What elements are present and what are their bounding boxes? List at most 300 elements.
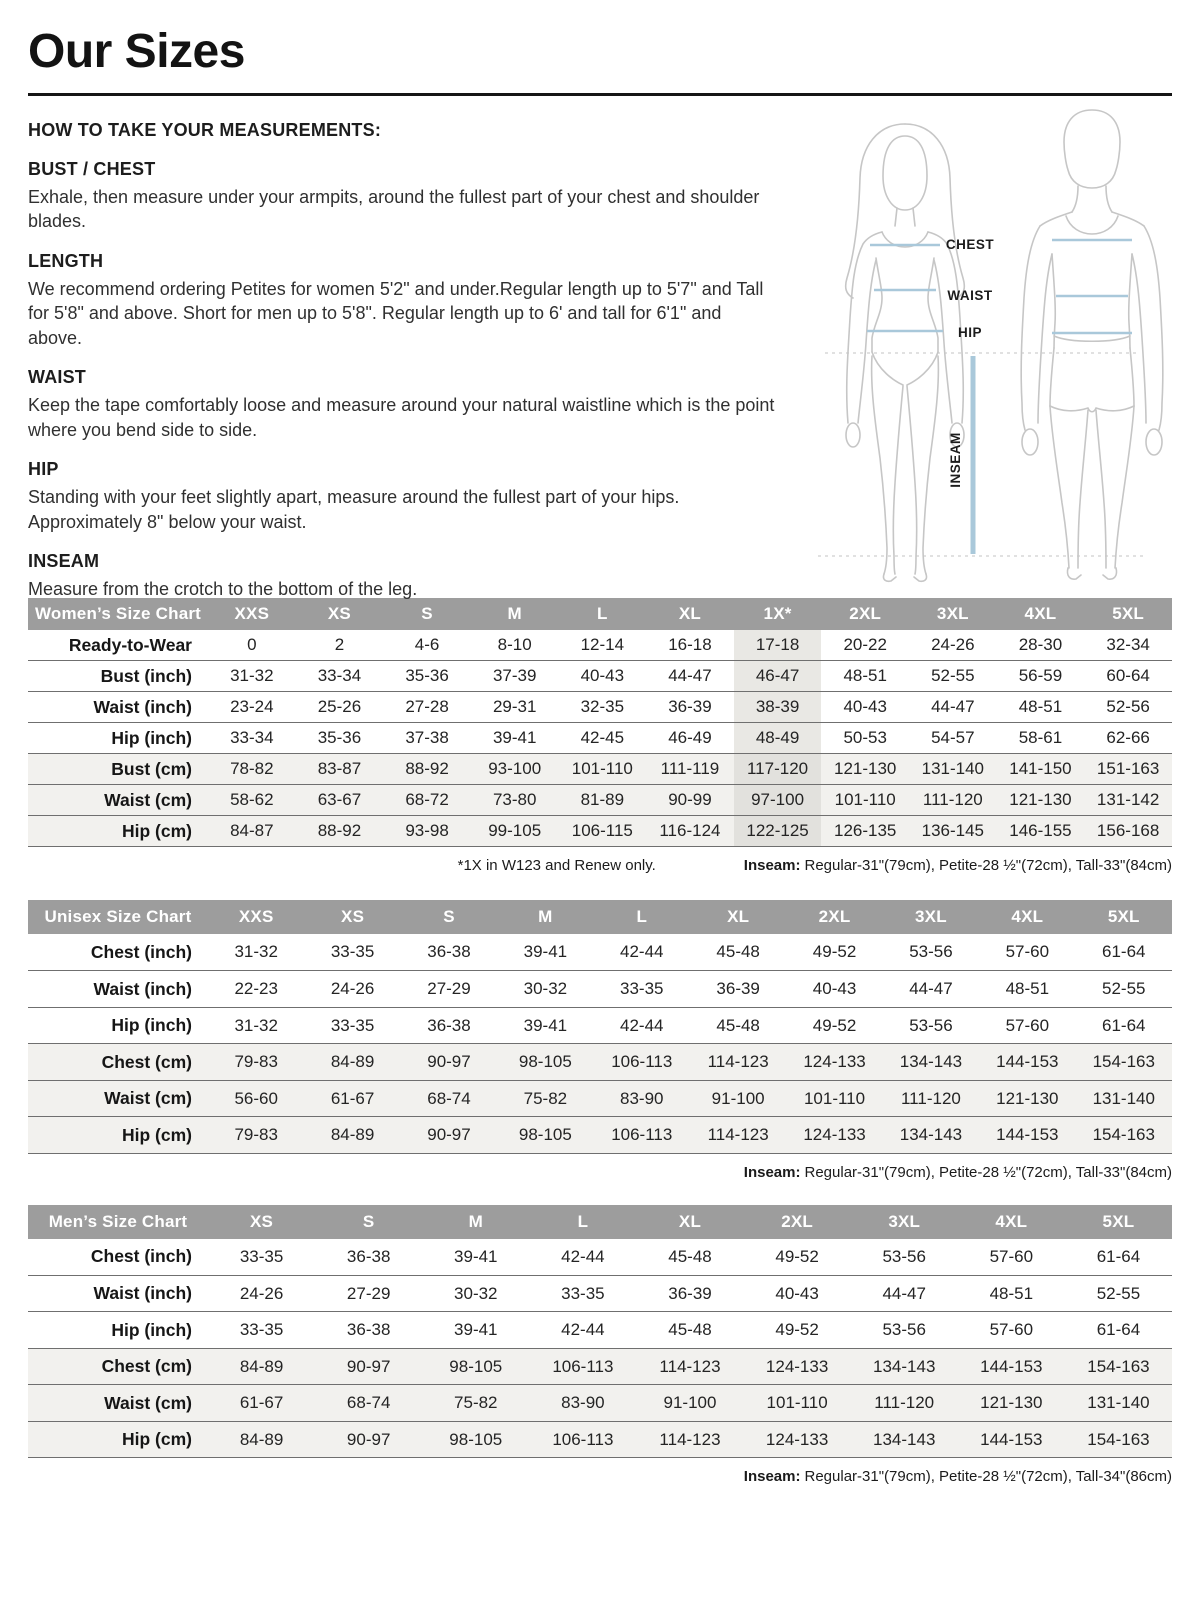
column-header: 4XL (958, 1205, 1065, 1239)
size-cell: 61-64 (1102, 1015, 1146, 1035)
size-cell: 68-74 (346, 1393, 391, 1413)
title-divider (28, 93, 1172, 96)
size-cell: 83-90 (561, 1393, 605, 1413)
column-header: M (497, 900, 593, 934)
size-cell: 91-100 (711, 1088, 765, 1108)
size-cell: 30-32 (454, 1283, 498, 1303)
size-cell: 33-34 (230, 728, 274, 748)
size-cell: 81-89 (580, 790, 625, 810)
size-cell: 38-39 (734, 692, 822, 723)
size-cell: 53-56 (882, 1246, 926, 1266)
section-body: Keep the tape comfortably loose and measure around your natural waistline which is the point where you bend side to side. (28, 395, 775, 440)
size-cell: 53-56 (909, 1015, 953, 1035)
size-cell: 32-35 (580, 697, 625, 717)
measurement-lines (867, 240, 1132, 554)
size-cell: 36-38 (427, 1015, 471, 1035)
size-cell: 39-41 (523, 942, 568, 962)
size-cell: 78-82 (230, 759, 274, 779)
size-cell: 24-26 (239, 1283, 284, 1303)
size-cell: 117-120 (734, 754, 822, 785)
section-waist (28, 367, 776, 442)
size-cell: 121-130 (1009, 790, 1072, 810)
table-row (28, 816, 1172, 847)
row-label: Waist (inch) (93, 696, 192, 717)
table-title-cell: Unisex Size Chart (28, 900, 208, 934)
size-cell: 144-153 (980, 1356, 1043, 1376)
size-cell: 27-29 (427, 979, 471, 999)
column-header: XS (296, 598, 384, 630)
size-cell: 84-89 (330, 1125, 375, 1145)
section-body: We recommend ordering Petites for women 5'2" and under.Regular length up to 5'7" and Tall for 5'8" and above. Short for men up to 5'8". Regular length up to 6' and tall for 6'1" and above. (28, 278, 764, 348)
size-cell: 83-87 (317, 759, 362, 779)
column-header: XXS (208, 598, 296, 630)
column-header: XL (636, 1205, 743, 1239)
size-cell: 136-145 (921, 821, 984, 841)
size-cell: 58-62 (230, 790, 274, 810)
size-cell: 31-32 (234, 1015, 278, 1035)
size-chart-table-men (28, 1205, 1172, 1459)
inseam-footnote-label: Inseam: (743, 1163, 801, 1181)
size-cell: 97-100 (734, 785, 822, 816)
size-cell: 35-36 (405, 666, 449, 686)
how-to-heading: HOW TO TAKE YOUR MEASUREMENTS: (28, 119, 382, 140)
row-label: Hip (inch) (111, 1319, 192, 1340)
section-heading: INSEAM (28, 551, 100, 572)
table-row (28, 934, 1172, 971)
section-body: Measure from the crotch to the bottom of the leg. (28, 579, 418, 600)
column-header: 2XL (744, 1205, 851, 1239)
size-cell: 39-41 (523, 1015, 568, 1035)
figure-label-chest: CHEST (945, 236, 995, 252)
size-cell: 57-60 (989, 1320, 1034, 1340)
size-cell: 36-38 (427, 942, 471, 962)
size-cell: 39-41 (492, 728, 537, 748)
size-cell: 42-44 (620, 1015, 664, 1035)
column-header: 5XL (1076, 900, 1172, 934)
size-cell: 111-120 (874, 1393, 935, 1413)
table-row (28, 1080, 1172, 1117)
size-cell: 134-143 (873, 1356, 936, 1376)
size-cell: 114-123 (659, 1429, 721, 1449)
size-cell: 46-47 (734, 661, 822, 692)
row-label: Waist (cm) (104, 789, 192, 810)
size-cell: 40-43 (812, 979, 857, 999)
size-cell: 61-64 (1096, 1320, 1141, 1340)
size-cell: 44-47 (931, 697, 975, 717)
size-cell: 106-113 (611, 1052, 673, 1072)
size-cell: 57-60 (1005, 942, 1050, 962)
size-cell: 25-26 (317, 697, 362, 717)
size-cell: 154-163 (1092, 1125, 1155, 1145)
size-cell: 111-119 (660, 759, 720, 779)
size-cell: 4-6 (414, 635, 440, 655)
size-cell: 48-51 (1005, 979, 1050, 999)
size-cell: 88-92 (405, 759, 449, 779)
unisex-size-chart (28, 900, 1172, 1154)
size-cell: 98-105 (449, 1356, 503, 1376)
size-cell: 42-44 (561, 1246, 605, 1266)
inseam-footnote-label: Inseam: (743, 1468, 801, 1486)
inseam-footnote-text: Regular-31"(79cm), Petite-28 ½"(72cm), Tall-34"(86cm) (804, 1468, 1172, 1486)
row-label: Chest (cm) (101, 1356, 192, 1377)
size-cell: 45-48 (716, 1015, 760, 1035)
size-cell: 122-125 (734, 816, 822, 847)
row-label: Hip (cm) (122, 820, 192, 841)
size-cell: 114-123 (659, 1356, 721, 1376)
size-cell: 101-110 (803, 1088, 866, 1108)
size-cell: 52-56 (1106, 697, 1150, 717)
row-label: Bust (cm) (111, 758, 192, 779)
column-header: 3XL (851, 1205, 958, 1239)
column-header: 3XL (909, 598, 997, 630)
row-label: Waist (cm) (104, 1088, 192, 1109)
size-cell: 24-26 (330, 979, 375, 999)
size-cell: 84-89 (330, 1052, 375, 1072)
size-cell: 154-163 (1092, 1052, 1155, 1072)
size-cell: 49-52 (775, 1246, 819, 1266)
size-cell: 93-98 (405, 821, 449, 841)
size-cell: 36-38 (346, 1246, 391, 1266)
size-cell: 116-124 (659, 821, 721, 841)
size-cell: 146-155 (1009, 821, 1072, 841)
size-cell: 53-56 (909, 942, 953, 962)
size-cell: 121-130 (833, 759, 897, 779)
inseam-footnote-text: Regular-31"(79cm), Petite-28 ½"(72cm), Tall-33"(84cm) (804, 857, 1172, 875)
size-cell: 36-39 (716, 979, 760, 999)
size-cell: 141-150 (1009, 759, 1072, 779)
size-cell: 106-113 (552, 1356, 614, 1376)
size-cell: 8-10 (497, 635, 532, 655)
section-heading: LENGTH (28, 250, 104, 271)
size-cell: 24-26 (931, 635, 975, 655)
section-heading: BUST / CHEST (28, 158, 156, 179)
size-cell: 106-115 (571, 821, 633, 841)
figure-label-inseam: INSEAM (948, 432, 963, 488)
size-cell: 36-38 (346, 1320, 391, 1340)
size-cell: 75-82 (523, 1088, 568, 1108)
table-row (28, 1239, 1172, 1276)
column-header: 5XL (1084, 598, 1172, 630)
size-cell: 36-39 (668, 697, 712, 717)
size-cell: 42-44 (561, 1320, 605, 1340)
size-cell: 37-39 (492, 666, 537, 686)
section-body: Standing with your feet slightly apart, measure around the fullest part of your hips. Approximately 8" below your waist. (28, 487, 680, 532)
size-cell: 124-133 (765, 1356, 829, 1376)
size-cell: 44-47 (909, 979, 953, 999)
figure-label-waist: WAIST (947, 287, 993, 303)
size-cell: 111-120 (900, 1088, 961, 1108)
size-cell: 114-123 (707, 1125, 769, 1145)
row-label: Waist (inch) (93, 978, 192, 999)
size-cell: 154-163 (1087, 1356, 1150, 1376)
row-label: Ready-to-Wear (68, 634, 192, 655)
inseam-footnote (744, 1164, 1172, 1181)
column-header: XL (690, 900, 786, 934)
size-cell: 31-32 (234, 942, 278, 962)
size-cell: 40-43 (843, 697, 887, 717)
size-cell: 39-41 (454, 1320, 498, 1340)
section-hip (28, 459, 776, 534)
size-cell: 90-97 (346, 1356, 391, 1376)
column-header: 4XL (997, 598, 1085, 630)
size-cell: 48-49 (734, 723, 822, 754)
column-header: XL (646, 598, 734, 630)
column-header: 2XL (821, 598, 909, 630)
table-header-row (28, 598, 1172, 630)
column-header: 2XL (786, 900, 882, 934)
row-label: Hip (inch) (111, 727, 192, 748)
size-cell: 40-43 (580, 666, 625, 686)
body-measurement-figure (770, 108, 1190, 586)
size-cell: 91-100 (663, 1393, 717, 1413)
row-label: Hip (inch) (111, 1015, 192, 1036)
size-cell: 30-32 (523, 979, 568, 999)
size-cell: 79-83 (234, 1125, 278, 1145)
row-label: Chest (inch) (90, 1246, 192, 1267)
inseam-footnote (744, 1468, 1172, 1485)
size-cell: 62-66 (1106, 728, 1150, 748)
size-cell: 0 (247, 635, 257, 655)
size-cell: 151-163 (1096, 759, 1160, 779)
size-cell: 93-100 (488, 759, 542, 779)
size-cell: 101-110 (766, 1393, 828, 1413)
column-header: L (594, 900, 690, 934)
size-cell: 44-47 (668, 666, 712, 686)
size-cell: 45-48 (668, 1246, 712, 1266)
column-header: M (471, 598, 559, 630)
size-cell: 111-120 (922, 790, 983, 810)
one-x-footnote: *1X in W123 and Renew only. (457, 857, 656, 875)
size-cell: 45-48 (668, 1320, 712, 1340)
size-cell: 73-80 (492, 790, 537, 810)
table-row (28, 1421, 1172, 1458)
size-cell: 48-51 (989, 1283, 1034, 1303)
size-cell: 53-56 (882, 1320, 926, 1340)
size-cell: 61-67 (239, 1393, 284, 1413)
womens-size-chart (28, 598, 1172, 848)
size-cell: 106-113 (611, 1125, 673, 1145)
section-bust-chest (28, 159, 776, 234)
size-cell: 27-28 (405, 697, 449, 717)
table-row (28, 1385, 1172, 1422)
size-cell: 61-64 (1102, 942, 1146, 962)
table-row (28, 1117, 1172, 1154)
size-cell: 126-135 (833, 821, 897, 841)
size-cell: 35-36 (317, 728, 362, 748)
section-heading: HIP (28, 459, 59, 480)
size-cell: 134-143 (873, 1429, 936, 1449)
size-cell: 90-97 (346, 1429, 391, 1449)
section-heading: WAIST (28, 367, 86, 388)
column-header: M (422, 1205, 529, 1239)
table-row (28, 1312, 1172, 1349)
table-row (28, 1348, 1172, 1385)
size-cell: 124-133 (803, 1125, 866, 1145)
table-row (28, 971, 1172, 1008)
size-cell: 52-55 (1096, 1283, 1141, 1303)
size-chart-table-unisex (28, 900, 1172, 1154)
section-body: Exhale, then measure under your armpits, around the fullest part of your chest and shoulder blades. (28, 186, 760, 232)
size-cell: 144-153 (996, 1052, 1059, 1072)
size-cell: 16-18 (668, 635, 712, 655)
size-cell: 98-105 (518, 1052, 572, 1072)
column-header: XXS (208, 900, 304, 934)
size-cell: 98-105 (449, 1429, 503, 1449)
size-cell: 131-142 (1096, 790, 1160, 810)
table-header-row (28, 900, 1172, 934)
size-cell: 42-44 (620, 942, 664, 962)
size-cell: 154-163 (1087, 1429, 1150, 1449)
size-cell: 90-97 (427, 1125, 471, 1145)
size-cell: 36-39 (668, 1283, 712, 1303)
row-label: Hip (cm) (122, 1124, 192, 1145)
table-row (28, 692, 1172, 723)
size-cell: 33-35 (561, 1283, 605, 1303)
size-cell: 134-143 (899, 1125, 963, 1145)
size-cell: 156-168 (1096, 821, 1160, 841)
size-cell: 131-140 (1087, 1393, 1150, 1413)
size-cell: 45-48 (716, 942, 760, 962)
column-header: L (529, 1205, 636, 1239)
womens-table-footnotes (28, 857, 1172, 874)
table-row (28, 723, 1172, 754)
table-row (28, 630, 1172, 661)
inseam-footnote-text: Regular-31"(79cm), Petite-28 ½"(72cm), Tall-33"(84cm) (804, 1163, 1172, 1181)
size-cell: 60-64 (1106, 666, 1150, 686)
size-cell: 44-47 (882, 1283, 926, 1303)
man-outline (1021, 110, 1163, 579)
size-cell: 61-67 (330, 1088, 375, 1108)
table-row (28, 754, 1172, 785)
size-cell: 49-52 (775, 1320, 819, 1340)
size-cell: 131-140 (1092, 1088, 1155, 1108)
row-label: Chest (inch) (90, 941, 192, 962)
size-cell: 144-153 (980, 1429, 1043, 1449)
measurement-instructions-area (28, 120, 1172, 598)
size-cell: 83-90 (620, 1088, 664, 1108)
unisex-table-footnotes (28, 1164, 1172, 1181)
row-label: Waist (inch) (93, 1283, 192, 1304)
size-cell: 27-29 (346, 1283, 391, 1303)
body-figures-illustration (770, 108, 1190, 586)
size-cell: 42-45 (580, 728, 625, 748)
size-cell: 114-123 (707, 1052, 769, 1072)
column-header: 3XL (883, 900, 979, 934)
size-cell: 33-35 (620, 979, 664, 999)
size-cell: 12-14 (580, 635, 625, 655)
size-cell: 33-35 (239, 1320, 284, 1340)
column-header: 4XL (979, 900, 1075, 934)
size-cell: 52-55 (931, 666, 975, 686)
size-cell: 54-57 (931, 728, 975, 748)
size-cell: 124-133 (765, 1429, 829, 1449)
row-label: Bust (inch) (100, 665, 192, 686)
size-cell: 68-74 (427, 1088, 471, 1108)
size-cell: 88-92 (317, 821, 362, 841)
section-length (28, 251, 776, 350)
page-title: Our Sizes (28, 25, 245, 78)
instructions-column (28, 120, 776, 602)
size-cell: 99-105 (488, 821, 542, 841)
size-cell: 63-67 (317, 790, 362, 810)
size-cell: 90-97 (427, 1052, 471, 1072)
size-cell: 98-105 (518, 1125, 572, 1145)
size-cell: 134-143 (899, 1052, 963, 1072)
size-cell: 33-35 (330, 1015, 375, 1035)
size-cell: 22-23 (234, 979, 278, 999)
size-cell: 90-99 (668, 790, 712, 810)
size-cell: 48-51 (843, 666, 887, 686)
size-cell: 84-89 (239, 1429, 284, 1449)
size-cell: 31-32 (230, 666, 274, 686)
section-inseam (28, 551, 776, 601)
size-cell: 50-53 (843, 728, 887, 748)
table-row (28, 1044, 1172, 1081)
row-label: Chest (cm) (101, 1051, 192, 1072)
table-title-cell: Men’s Size Chart (28, 1205, 208, 1239)
size-cell: 28-30 (1018, 635, 1063, 655)
size-cell: 23-24 (230, 697, 274, 717)
size-cell: 20-22 (843, 635, 887, 655)
size-cell: 61-64 (1096, 1246, 1141, 1266)
size-cell: 37-38 (405, 728, 449, 748)
row-label: Hip (cm) (122, 1429, 192, 1450)
size-cell: 33-35 (330, 942, 375, 962)
size-cell: 79-83 (234, 1052, 278, 1072)
column-header: S (401, 900, 497, 934)
size-cell: 49-52 (812, 942, 857, 962)
table-title-cell: Women’s Size Chart (28, 598, 208, 630)
size-cell: 106-113 (552, 1429, 614, 1449)
column-header: XS (304, 900, 400, 934)
column-header: S (315, 1205, 422, 1239)
size-cell: 29-31 (492, 697, 537, 717)
size-cell: 58-61 (1018, 728, 1063, 748)
row-label: Waist (cm) (104, 1392, 192, 1413)
size-cell: 33-34 (317, 666, 362, 686)
size-cell: 75-82 (454, 1393, 498, 1413)
size-cell: 131-140 (921, 759, 984, 779)
figure-label-hip: HIP (957, 324, 983, 340)
column-header: L (559, 598, 647, 630)
table-row (28, 785, 1172, 816)
mens-table-footnotes (28, 1468, 1172, 1485)
size-cell: 56-60 (234, 1088, 278, 1108)
size-cell: 84-87 (230, 821, 274, 841)
size-cell: 101-110 (834, 790, 896, 810)
size-cell: 33-35 (239, 1246, 284, 1266)
size-cell: 32-34 (1106, 635, 1150, 655)
size-cell: 52-55 (1102, 979, 1146, 999)
size-cell: 121-130 (996, 1088, 1059, 1108)
size-cell: 57-60 (989, 1246, 1034, 1266)
size-cell: 101-110 (571, 759, 633, 779)
size-cell: 17-18 (734, 630, 822, 661)
size-cell: 48-51 (1018, 697, 1063, 717)
size-cell: 46-49 (668, 728, 712, 748)
table-header-row (28, 1205, 1172, 1239)
table-row (28, 1007, 1172, 1044)
size-cell: 40-43 (775, 1283, 819, 1303)
inseam-footnote-label: Inseam: (743, 857, 801, 875)
column-header: 1X* (734, 598, 822, 630)
table-row (28, 661, 1172, 692)
size-chart-table-women (28, 598, 1172, 848)
column-header: XS (208, 1205, 315, 1239)
size-cell: 57-60 (1005, 1015, 1050, 1035)
size-cell: 124-133 (803, 1052, 866, 1072)
table-row (28, 1275, 1172, 1312)
